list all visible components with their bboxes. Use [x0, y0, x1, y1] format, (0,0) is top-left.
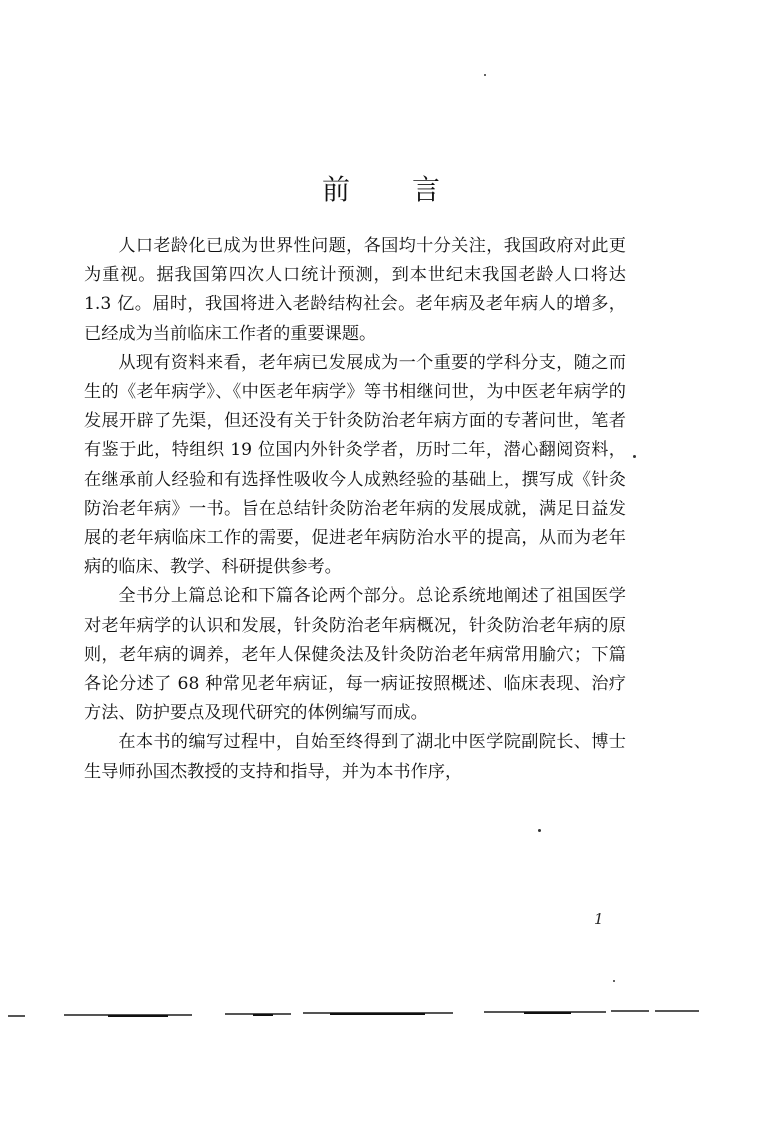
page-title: 前言: [321, 173, 502, 206]
paragraph-3: 全书分上篇总论和下篇各论两个部分。总论系统地阐述了祖国医学对老年病学的认识和发展，针灸防治老年病概况，针灸防治老年病的原则，老年病的调养，老年人保健灸法及针灸防治老年病常用腧穴；下篇各论分述了 68 种常见老年病证，每一病证按照概述、临床表现、治疗方法、防护要点及现代研究的体例编写而成。: [84, 586, 626, 724]
scan-rule: [655, 1010, 699, 1012]
page-number: 1: [594, 910, 604, 928]
scan-speck: [484, 74, 486, 76]
scan-speck: [633, 455, 636, 458]
body-text: [84, 232, 626, 787]
paragraph-1: 人口老龄化已成为世界性问题，各国均十分关注，我国政府对此更为重视。据我国第四次人口统计预测，到本世纪末我国老龄人口将达 1.3 亿。届时，我国将进入老龄结构社会。老年病及老年病人的增多，已经成为当前临床工作者的重要课题。: [84, 236, 626, 344]
scan-rule: [253, 1014, 273, 1016]
paragraph-4: 在本书的编写过程中，自始至终得到了湖北中医学院副院长、博士生导师孙国杰教授的支持和指导，并为本书作序，: [84, 732, 626, 782]
paragraph-2: 从现有资料来看，老年病已发展成为一个重要的学科分支，随之而生的《老年病学》、《中医老年病学》等书相继问世，为中医老年病学的发展开辟了先渠，但还没有关于针灸防治老年病方面的专著问世，笔者有鉴于此，特组织 19 位国内外针灸学者，历时二年，潜心翻阅资料，在继承前人经验和有选择性吸收今人成熟经验的基础上，撰写成《针灸防治老年病》一书。旨在总结针灸防治老年病的发展成就，满足日益发展的老年病临床工作的需要，促进老年病防治水平的提高，从而为老年病的临床、教学、科研提供参考。: [84, 352, 626, 578]
scan-rule: [8, 1015, 25, 1017]
scan-speck: [538, 829, 541, 832]
scan-rule: [330, 1013, 425, 1015]
scan-rule: [108, 1015, 168, 1017]
scan-speck: [613, 980, 615, 982]
scan-rule: [611, 1010, 649, 1012]
scan-rule: [524, 1012, 571, 1014]
